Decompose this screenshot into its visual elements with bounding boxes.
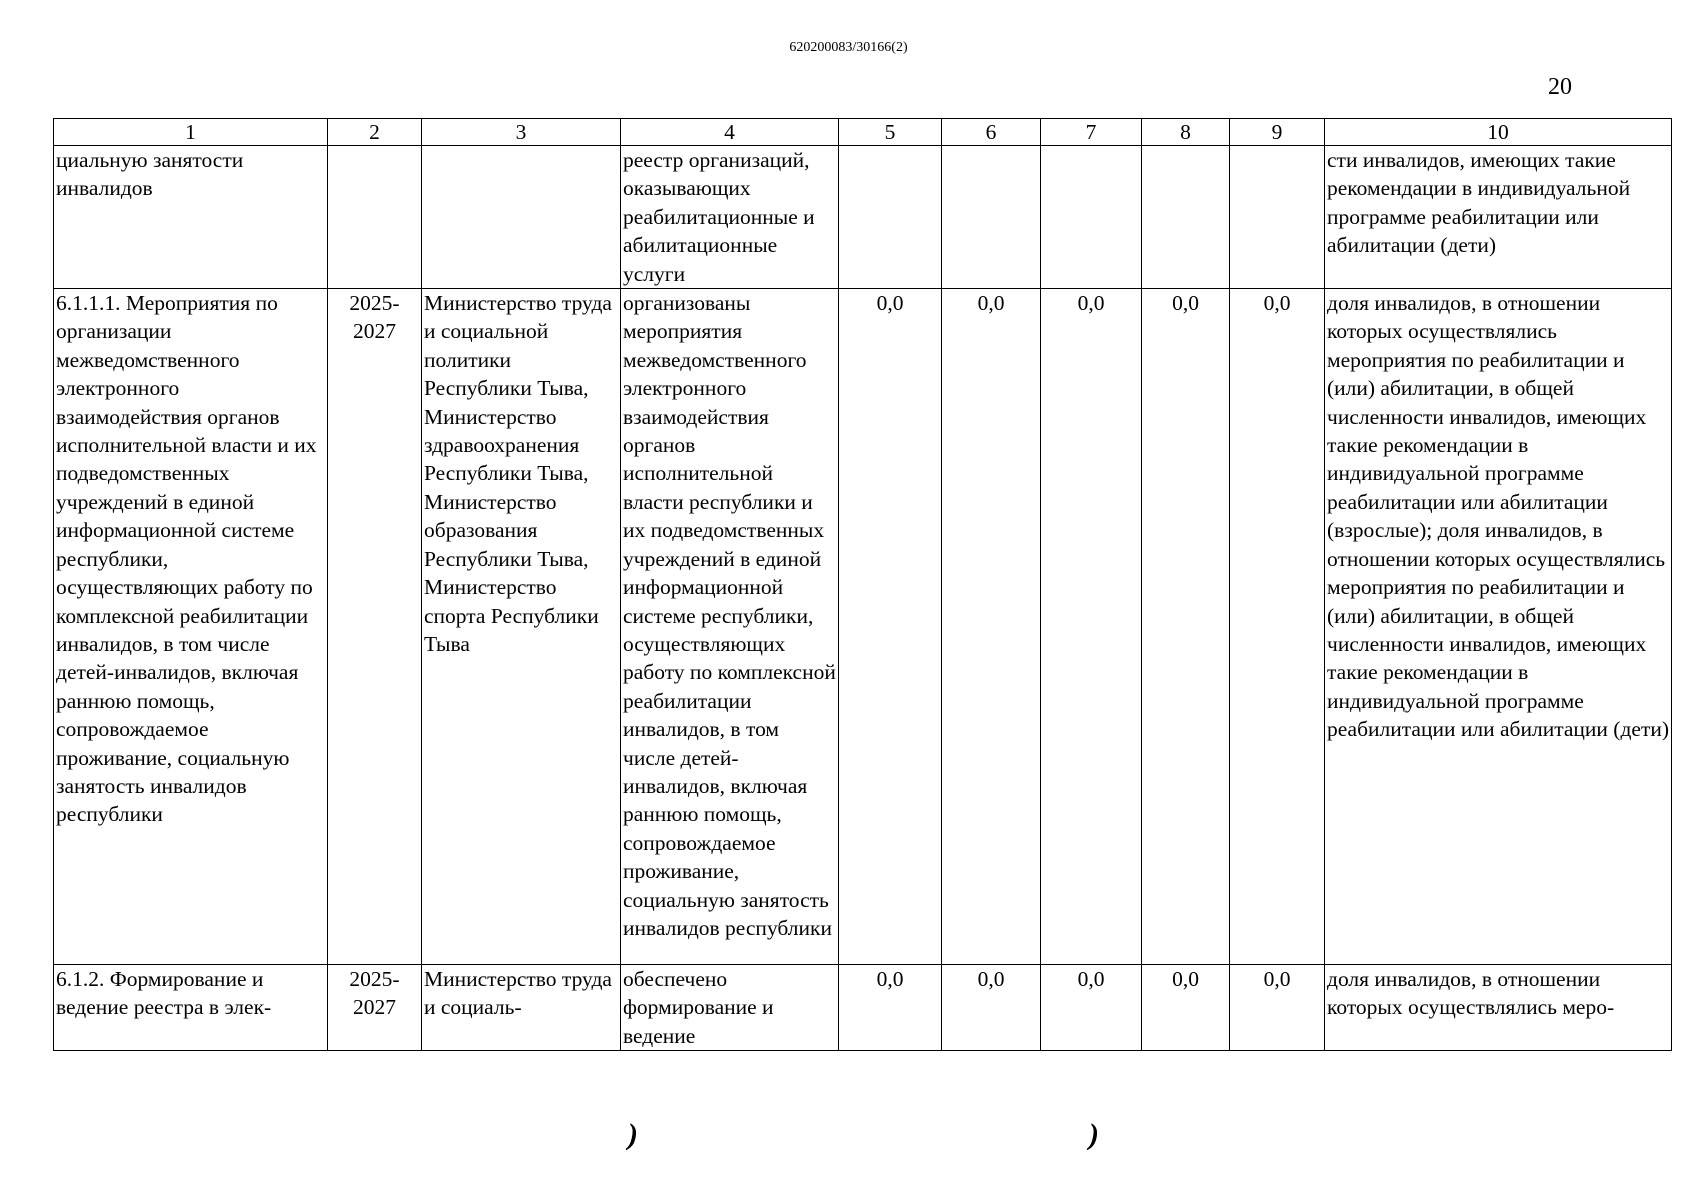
column-header-4: 4 bbox=[621, 119, 839, 146]
document-id: 620200083/30166(2) bbox=[789, 40, 908, 55]
period-cell: 2025-2027 bbox=[328, 965, 422, 1051]
measure-name-cell: 6.1.2. Формирование и ведение реестра в элек- bbox=[54, 965, 328, 1051]
value-cell-6: 0,0 bbox=[942, 965, 1041, 1051]
indicator-cell: доля инвалидов, в отношении которых осуществлялись мероприятия по реабилитации и (или) абилитации, в общей численности инвалидов, имеющих такие рекомендации в индивидуальной программе реабилитации или абилитации (взрослые); доля инвалидов, в отношении которых осуществлялись мероприятия по реабилитации и (или) абилитации, в общей численности инвалидов, имеющих такие рекомендации в индивидуальной программе реабилитации или абилитации (дети) bbox=[1325, 289, 1672, 965]
value-cell-9 bbox=[1230, 146, 1325, 289]
value-cell-5: 0,0 bbox=[839, 965, 942, 1051]
result-cell: обеспечено формирование и ведение bbox=[621, 965, 839, 1051]
program-measures-table bbox=[53, 118, 1672, 1051]
column-header-8: 8 bbox=[1142, 119, 1230, 146]
measure-name-cell: циальную занятости инвалидов bbox=[54, 146, 328, 289]
column-header-2: 2 bbox=[328, 119, 422, 146]
value-cell-7: 0,0 bbox=[1041, 289, 1142, 965]
value-cell-8: 0,0 bbox=[1142, 965, 1230, 1051]
measure-name-cell: 6.1.1.1. Мероприятия по организации межведомственного электронного взаимодействия органов исполнительной власти и их подведомственных учреждений в единой информационной системе республики, осуществляющих работу по комплексной реабилитации инвалидов, в том числе детей-инвалидов, включая раннюю помощь, сопровождаемое проживание, социальную занятость инвалидов республики bbox=[54, 289, 328, 965]
column-header-1: 1 bbox=[54, 119, 328, 146]
column-header-9: 9 bbox=[1230, 119, 1325, 146]
table-row bbox=[54, 146, 1672, 289]
column-header-6: 6 bbox=[942, 119, 1041, 146]
handwritten-mark-right: ) bbox=[1089, 1118, 1099, 1151]
value-cell-6: 0,0 bbox=[942, 289, 1041, 965]
column-header-10: 10 bbox=[1325, 119, 1672, 146]
value-cell-5 bbox=[839, 146, 942, 289]
period-cell: 2025-2027 bbox=[328, 289, 422, 965]
value-cell-8 bbox=[1142, 146, 1230, 289]
column-header-5: 5 bbox=[839, 119, 942, 146]
responsible-cell: Министерство труда и социаль- bbox=[422, 965, 621, 1051]
indicator-cell: сти инвалидов, имеющих такие рекомендации в индивидуальной программе реабилитации или абилитации (дети) bbox=[1325, 146, 1672, 289]
value-cell-5: 0,0 bbox=[839, 289, 942, 965]
column-header-3: 3 bbox=[422, 119, 621, 146]
result-cell: реестр организаций, оказывающих реабилитационные и абилитационные услуги bbox=[621, 146, 839, 289]
value-cell-9: 0,0 bbox=[1230, 289, 1325, 965]
handwritten-mark-left: ) bbox=[628, 1118, 638, 1151]
responsible-cell bbox=[422, 146, 621, 289]
value-cell-7: 0,0 bbox=[1041, 965, 1142, 1051]
value-cell-8: 0,0 bbox=[1142, 289, 1230, 965]
indicator-cell: доля инвалидов, в отношении которых осуществлялись меро- bbox=[1325, 965, 1672, 1051]
value-cell-9: 0,0 bbox=[1230, 965, 1325, 1051]
value-cell-7 bbox=[1041, 146, 1142, 289]
result-cell: организованы мероприятия межведомственного электронного взаимодействия органов исполнительной власти республики и их подведомственных учреждений в единой информационной системе республики, осуществляющих работу по комплексной реабилитации инвалидов, в том числе детей-инвалидов, включая раннюю помощь, сопровождаемое проживание, социальную занятость инвалидов республики bbox=[621, 289, 839, 965]
table-row bbox=[54, 289, 1672, 965]
value-cell-6 bbox=[942, 146, 1041, 289]
header-row bbox=[54, 119, 1672, 146]
period-cell bbox=[328, 146, 422, 289]
page-number: 20 bbox=[1548, 74, 1572, 100]
column-header-7: 7 bbox=[1041, 119, 1142, 146]
table-row bbox=[54, 965, 1672, 1051]
responsible-cell: Министерство труда и социальной политики Республики Тыва, Министерство здравоохранения Республики Тыва, Министерство образования Республики Тыва, Министерство спорта Республики Тыва bbox=[422, 289, 621, 965]
